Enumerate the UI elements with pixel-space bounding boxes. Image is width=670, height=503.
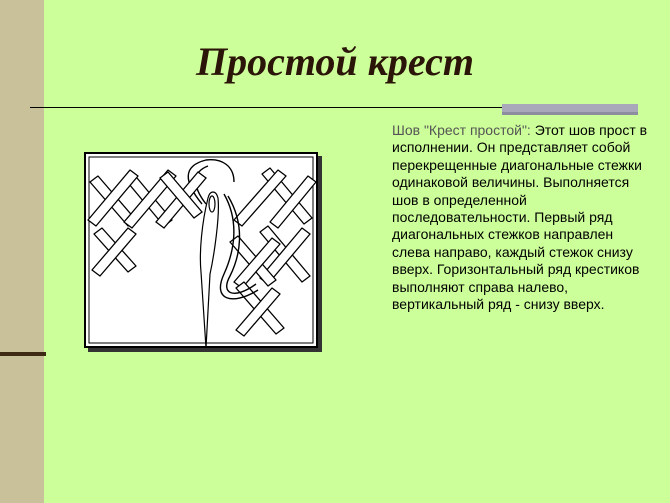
stitch-description <box>392 122 652 313</box>
slide-title: Простой крест <box>195 39 475 84</box>
cross-stitch-illustration <box>84 152 322 352</box>
cross-stitch-needle-icon <box>84 152 322 352</box>
description-lead: Шов "Крест простой": <box>392 122 531 138</box>
description-body: Этот шов прост в исполнении. Он представляет собой перекрещенные диагональные стежки одинаковой величины. Выполняется шов в определенной последовательности. Первый ряд диагональных стежков направлен слева направо, каждый стежок снизу вверх. Горизонтальный ряд крестиков выполняют справа налево, вертикальный ряд - снизу вверх. <box>392 122 648 313</box>
divider-accent <box>502 104 638 112</box>
side-decoration-accent <box>0 352 46 356</box>
divider-accent-shadow <box>502 112 638 115</box>
